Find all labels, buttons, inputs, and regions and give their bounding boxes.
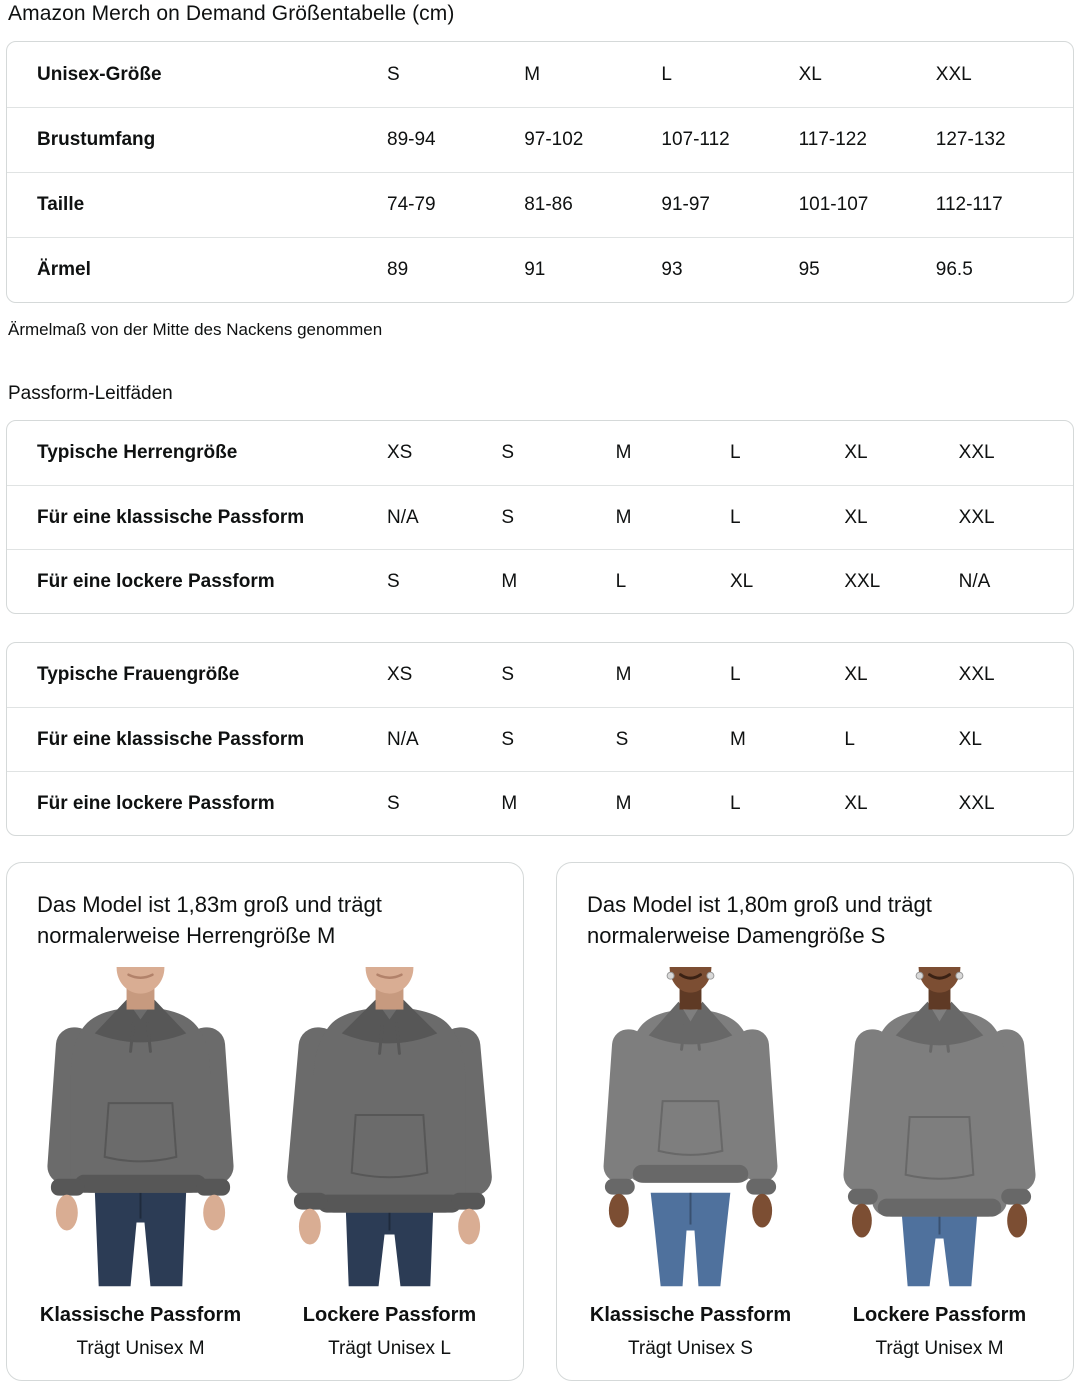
female-loose-fit-photo bbox=[832, 967, 1047, 1287]
table-row bbox=[7, 643, 1073, 707]
fit-cell: M bbox=[615, 506, 632, 528]
page-title: Amazon Merch on Demand Größentabelle (cm) bbox=[8, 2, 455, 25]
fit-cell: XXL bbox=[958, 664, 995, 685]
row-label: Typische Frauengröße bbox=[37, 664, 240, 685]
fit-cell: S bbox=[501, 728, 515, 750]
model-figure bbox=[832, 967, 1047, 1360]
fit-cell: L bbox=[615, 570, 627, 592]
women-model-card bbox=[556, 862, 1074, 1381]
fit-cell: XXL bbox=[958, 506, 995, 528]
table-row bbox=[7, 549, 1073, 613]
row-label: Ärmel bbox=[37, 259, 91, 280]
size-cell: 95 bbox=[798, 259, 820, 280]
fit-cell: L bbox=[844, 728, 855, 750]
model-cards bbox=[6, 862, 1074, 1381]
fit-cell: S bbox=[387, 792, 400, 814]
table-row bbox=[7, 237, 1073, 302]
male-classic-fit-photo bbox=[33, 967, 248, 1287]
model-figure bbox=[583, 967, 798, 1360]
fit-size: Trägt Unisex M bbox=[76, 1338, 205, 1359]
unisex-size-table bbox=[6, 41, 1074, 303]
row-label: Brustumfang bbox=[37, 129, 156, 150]
model-description: Das Model ist 1,80m groß und trägt normalerweise Damengröße S bbox=[587, 892, 932, 948]
size-cell: 107-112 bbox=[661, 129, 730, 150]
row-label: Taille bbox=[37, 194, 85, 215]
fit-cell: S bbox=[501, 506, 515, 528]
sleeve-measure-note: Ärmelmaß von der Mitte des Nackens genommen bbox=[8, 320, 383, 339]
fit-cell: S bbox=[501, 442, 515, 463]
fit-cell: XXL bbox=[958, 442, 995, 463]
size-cell: 74-79 bbox=[387, 194, 436, 215]
size-cell: 101-107 bbox=[798, 194, 869, 215]
fit-cell: XL bbox=[844, 506, 868, 528]
fit-cell: M bbox=[615, 442, 632, 463]
fit-cell: XL bbox=[844, 664, 868, 685]
model-description: Das Model ist 1,83m groß und trägt normalerweise Herrengröße M bbox=[37, 892, 382, 948]
size-cell: 117-122 bbox=[798, 129, 867, 150]
fit-cell: XL bbox=[958, 728, 982, 750]
table-row bbox=[7, 421, 1073, 485]
figure-caption bbox=[853, 1303, 1026, 1360]
fit-cell: N/A bbox=[387, 506, 419, 528]
model-figures bbox=[31, 967, 499, 1360]
figure-caption bbox=[590, 1303, 791, 1360]
fit-cell: L bbox=[730, 506, 741, 528]
fit-size: Trägt Unisex L bbox=[328, 1338, 451, 1359]
fit-cell: M bbox=[615, 664, 632, 685]
model-figure bbox=[33, 967, 248, 1360]
fit-cell: XXL bbox=[958, 792, 995, 814]
row-label: Für eine klassische Passform bbox=[37, 728, 305, 750]
size-cell: XXL bbox=[935, 63, 972, 85]
size-cell: 91 bbox=[524, 259, 546, 280]
table-row bbox=[7, 485, 1073, 549]
fit-name: Klassische Passform bbox=[39, 1304, 242, 1326]
model-figures bbox=[581, 967, 1049, 1360]
fit-cell: XL bbox=[730, 570, 754, 592]
fit-size: Trägt Unisex M bbox=[875, 1338, 1004, 1359]
table-row bbox=[7, 771, 1073, 835]
fit-name: Lockere Passform bbox=[852, 1304, 1027, 1326]
size-cell: 127-132 bbox=[935, 129, 1006, 150]
figure-caption bbox=[303, 1303, 476, 1360]
men-fit-table bbox=[6, 420, 1074, 614]
fit-cell: XL bbox=[844, 442, 868, 463]
size-cell: S bbox=[387, 63, 400, 85]
men-model-card bbox=[6, 862, 524, 1381]
women-fit-table bbox=[6, 642, 1074, 836]
fit-cell: N/A bbox=[958, 570, 991, 592]
size-cell: M bbox=[524, 63, 541, 85]
fit-name: Klassische Passform bbox=[589, 1304, 792, 1326]
size-cell: 91-97 bbox=[661, 194, 710, 215]
fit-cell: S bbox=[501, 664, 515, 685]
row-label: Unisex-Größe bbox=[37, 63, 162, 85]
table-row bbox=[7, 107, 1073, 172]
female-classic-fit-photo bbox=[583, 967, 798, 1287]
size-cell: 112-117 bbox=[935, 194, 1003, 215]
fit-cell: XL bbox=[844, 792, 868, 814]
fit-cell: XS bbox=[387, 442, 413, 463]
table-row bbox=[7, 42, 1073, 107]
row-label: Typische Herrengröße bbox=[37, 442, 238, 463]
size-cell: 97-102 bbox=[524, 129, 584, 150]
fit-cell: S bbox=[615, 728, 629, 750]
fit-cell: L bbox=[730, 792, 741, 814]
table-row bbox=[7, 707, 1073, 771]
size-cell: 89-94 bbox=[387, 129, 436, 150]
fit-cell: S bbox=[387, 570, 400, 592]
size-cell: 93 bbox=[661, 259, 683, 280]
size-cell: 81-86 bbox=[524, 194, 573, 215]
fit-cell: XS bbox=[387, 664, 413, 685]
fit-cell: M bbox=[501, 792, 518, 814]
fit-cell: M bbox=[615, 792, 632, 814]
fit-guides-heading: Passform-Leitfäden bbox=[8, 383, 173, 404]
figure-caption bbox=[40, 1303, 241, 1360]
row-label: Für eine klassische Passform bbox=[37, 506, 305, 528]
fit-cell: XXL bbox=[844, 570, 881, 592]
fit-size: Trägt Unisex S bbox=[628, 1338, 753, 1359]
row-label: Für eine lockere Passform bbox=[37, 792, 275, 814]
fit-cell: L bbox=[730, 664, 741, 685]
fit-name: Lockere Passform bbox=[302, 1304, 477, 1326]
size-cell: L bbox=[661, 63, 672, 85]
fit-cell: M bbox=[501, 570, 518, 592]
fit-cell: N/A bbox=[387, 728, 419, 750]
row-label: Für eine lockere Passform bbox=[37, 570, 275, 592]
fit-cell: M bbox=[730, 728, 746, 750]
male-loose-fit-photo bbox=[282, 967, 497, 1287]
fit-cell: L bbox=[730, 442, 741, 463]
model-figure bbox=[282, 967, 497, 1360]
size-cell: 89 bbox=[387, 259, 409, 280]
table-row bbox=[7, 172, 1073, 237]
size-cell: XL bbox=[798, 63, 822, 85]
size-cell: 96.5 bbox=[935, 259, 973, 280]
